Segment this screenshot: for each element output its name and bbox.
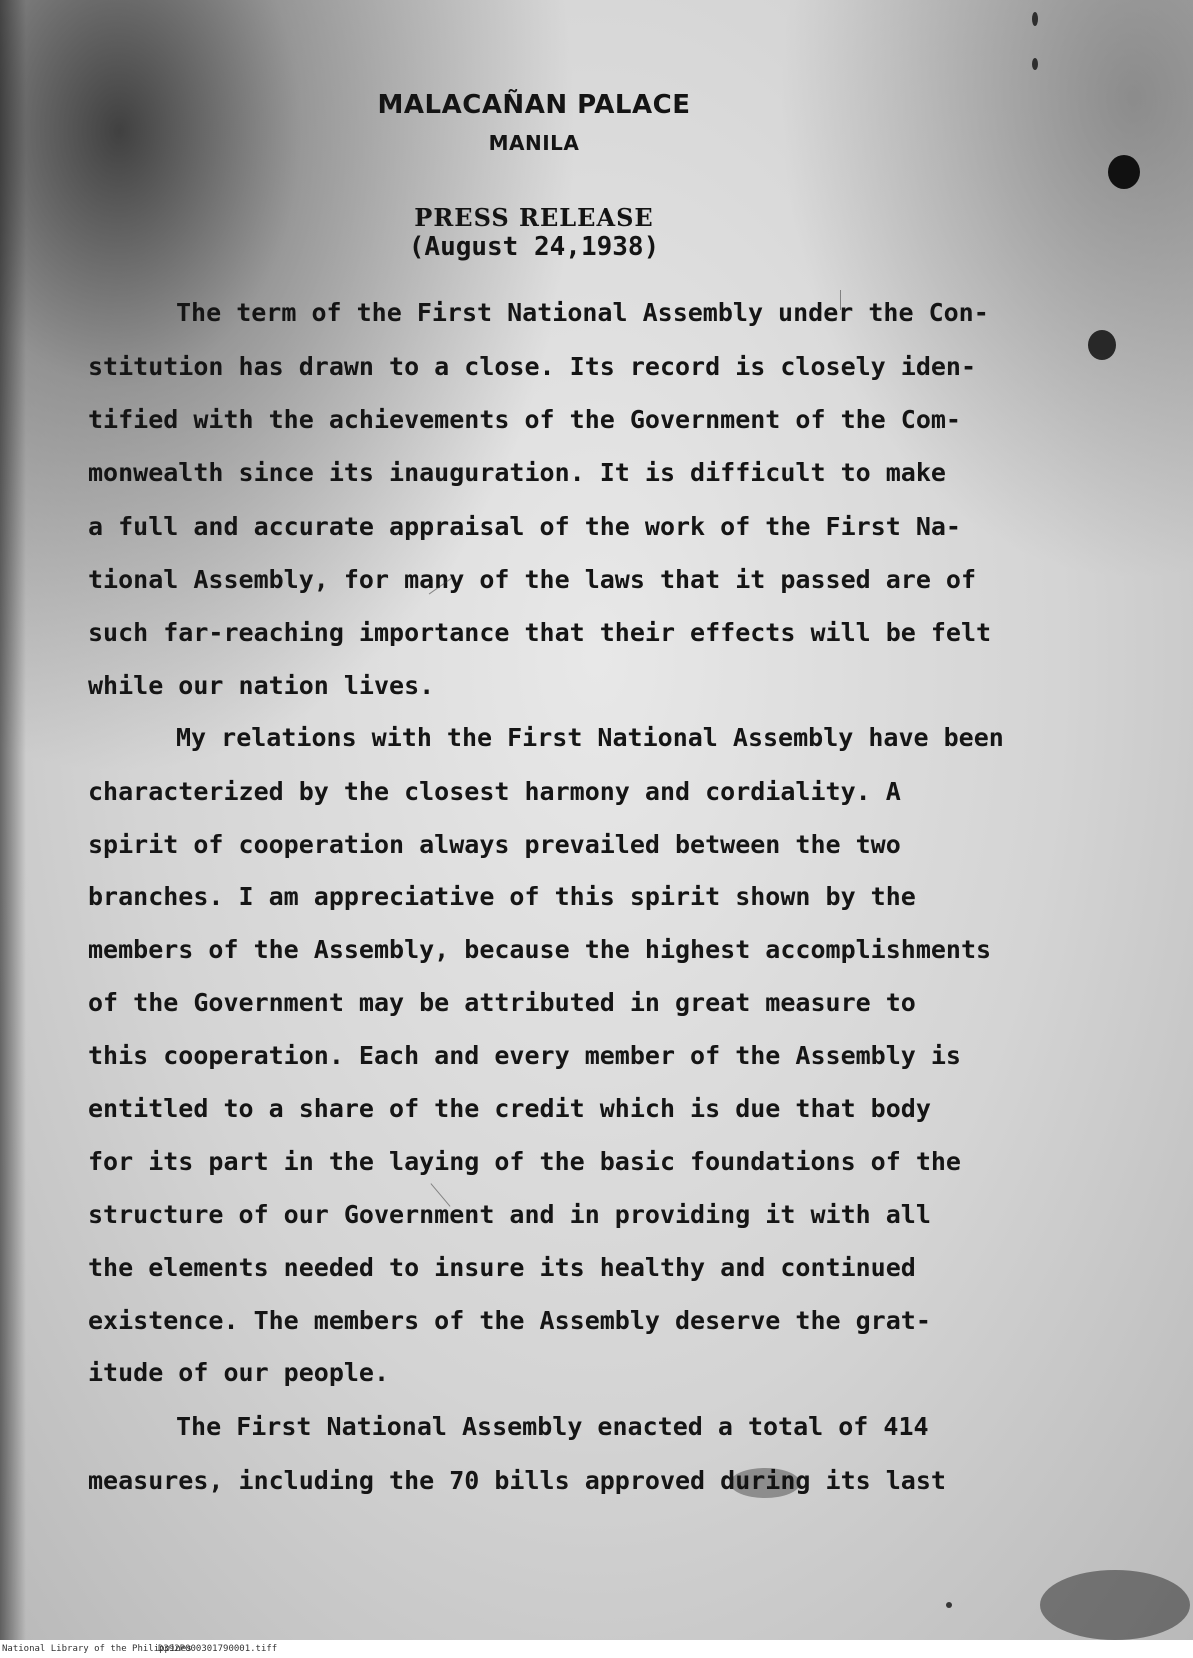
text-line: a full and accurate appraisal of the work of the First Na- [88, 512, 961, 541]
footer-file-name: D392P000301790001.tiff [158, 1644, 278, 1654]
press-release-title: PRESS RELEASE [414, 203, 654, 232]
binding-hole-mark [1032, 12, 1038, 26]
speck-mark [946, 1602, 952, 1608]
text-line: branches. I am appreciative of this spirit shown by the [88, 882, 916, 911]
footer-library-name: National Library of the Philippines [2, 1644, 192, 1654]
text-line: the elements needed to insure its healthy and continued [88, 1253, 916, 1282]
letterhead-subtitle: MANILA [488, 131, 580, 155]
scan-footer [0, 1640, 1193, 1658]
text-line: The First National Assembly enacted a total of 414 [176, 1412, 929, 1441]
ink-smudge-mark [1040, 1570, 1190, 1640]
text-line: monwealth since its inauguration. It is difficult to make [88, 458, 946, 487]
text-line: existence. The members of the Assembly deserve the grat- [88, 1306, 931, 1335]
text-line: this cooperation. Each and every member of the Assembly is [88, 1041, 961, 1070]
ink-smudge-mark [730, 1468, 800, 1498]
text-line: spirit of cooperation always prevailed between the two [88, 830, 901, 859]
text-line: while our nation lives. [88, 671, 435, 700]
letterhead-title: MALACAÑAN PALACE [377, 90, 691, 120]
text-line: of the Government may be attributed in great measure to [88, 988, 916, 1017]
ink-blot-mark [1108, 155, 1140, 189]
text-line: characterized by the closest harmony and cordiality. A [88, 777, 901, 806]
ink-smudge-mark [1088, 330, 1116, 360]
text-line: The term of the First National Assembly under the Con- [176, 298, 989, 327]
text-line: members of the Assembly, because the highest accomplishments [88, 935, 992, 964]
press-release-date: (August 24,1938) [408, 232, 660, 262]
text-line: itude of our people. [88, 1358, 390, 1387]
pencil-mark [840, 290, 841, 310]
text-line: such far-reaching importance that their effects will be felt [88, 618, 992, 647]
text-line: tified with the achievements of the Government of the Com- [88, 405, 961, 434]
text-line: stitution has drawn to a close. Its record is closely iden- [88, 352, 977, 381]
text-line: measures, including the 70 bills approved during its last [88, 1466, 946, 1495]
text-line: entitled to a share of the credit which is due that body [88, 1094, 931, 1123]
text-line: for its part in the laying of the basic foundations of the [88, 1147, 961, 1176]
text-line: tional Assembly, for many of the laws that it passed are of [88, 565, 977, 594]
text-line: structure of our Government and in providing it with all [88, 1200, 931, 1229]
text-line: My relations with the First National Assembly have been [176, 723, 1004, 752]
binding-hole-mark [1032, 58, 1038, 70]
